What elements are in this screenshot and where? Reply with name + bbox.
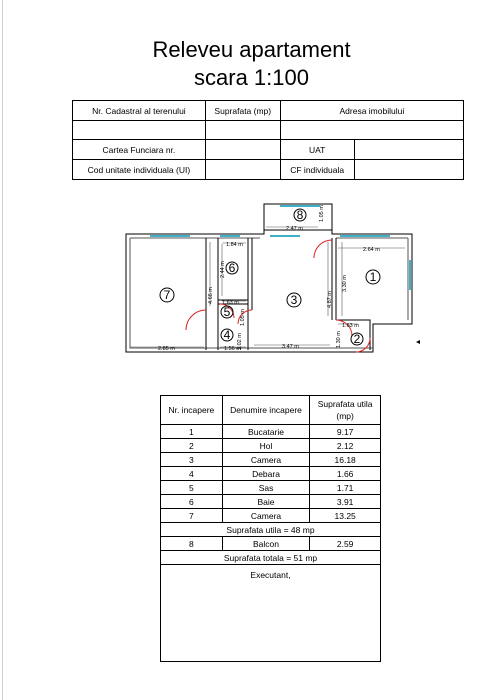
label-cf: Cartea Funciara nr.: [73, 140, 206, 160]
cell-area: 1.66: [310, 467, 381, 481]
table-row: [161, 537, 381, 551]
table-row: [161, 453, 381, 467]
label-address: Adresa imobilului: [280, 101, 463, 121]
room-number-6: 6: [228, 261, 236, 275]
cell-area: 2.12: [310, 439, 381, 453]
dim-label: 3.47 m: [282, 344, 299, 350]
room-number-7: 7: [163, 288, 171, 302]
wall: [248, 238, 252, 350]
cadastral-table: [72, 100, 464, 180]
room-number-3: 3: [290, 293, 298, 307]
cell-nr: 5: [161, 481, 223, 495]
cell-area: 2.59: [310, 537, 381, 551]
label-area: Suprafata (mp): [205, 101, 280, 121]
cell-nr: 7: [161, 509, 223, 523]
dim-label: 4.87 m: [327, 291, 333, 308]
entrance-arrow-icon: [416, 336, 420, 348]
cell-area: 3.91: [310, 495, 381, 509]
cell-empty: [280, 121, 463, 140]
cell-empty: [354, 140, 463, 160]
dim-label: 1.63 m: [222, 300, 239, 306]
table-row: [161, 481, 381, 495]
cell-nr: 2: [161, 439, 223, 453]
dim-label: 1.05 m: [240, 309, 246, 326]
label-uat: UAT: [280, 140, 354, 160]
cell-name: Sas: [222, 481, 310, 495]
cell-name: Camera: [222, 509, 310, 523]
cell-name: Hol: [222, 439, 310, 453]
cell-nr: 8: [161, 537, 223, 551]
cell-name: Bucatarie: [222, 425, 310, 439]
subtotal-row: [161, 523, 381, 537]
dim-label: 2.85 m: [158, 346, 175, 352]
dim-label: 2.44 m: [220, 261, 226, 278]
cell-area: 13.25: [310, 509, 381, 523]
cell-area: 1.71: [310, 481, 381, 495]
table-row: [161, 439, 381, 453]
dim-label: 1.56 m: [224, 346, 241, 352]
door-swing: [314, 240, 332, 258]
room-number-5: 5: [223, 305, 231, 319]
executant-row: [161, 565, 381, 662]
cell-nr: 3: [161, 453, 223, 467]
dim-label: 1.63 m: [342, 323, 359, 329]
subtotal-cell: Suprafata utila = 48 mp: [161, 523, 381, 537]
header-area: Suprafata utila (mp): [310, 396, 381, 425]
cell-empty: [205, 121, 280, 140]
cell-empty: [205, 160, 280, 180]
page-subtitle: scara 1:100: [194, 65, 309, 90]
cell-nr: 4: [161, 467, 223, 481]
dim-label: 2.64 m: [363, 247, 380, 253]
header-nr: Nr. incapere: [161, 396, 223, 425]
door-swing: [186, 310, 206, 330]
page-title: Releveu apartament: [152, 37, 351, 62]
cell-empty: [73, 121, 206, 140]
label-cf-individual: CF individuala: [280, 160, 354, 180]
table-row: [161, 425, 381, 439]
page-edge-line: [2, 0, 3, 700]
table-row: [161, 509, 381, 523]
dim-label: 1.02 m: [237, 333, 243, 350]
total-row: [161, 551, 381, 565]
cell-nr: 1: [161, 425, 223, 439]
room-number-1: 1: [369, 270, 377, 284]
inner-outline: [130, 238, 408, 348]
room-number-2: 2: [353, 332, 361, 346]
cell-name: Camera: [222, 453, 310, 467]
cell-empty: [205, 140, 280, 160]
cell-empty: [354, 160, 463, 180]
executant-cell: Executant,: [161, 565, 381, 662]
cell-nr: 6: [161, 495, 223, 509]
dim-label: 1.30 m: [336, 331, 342, 348]
cell-area: 9.17: [310, 425, 381, 439]
cell-name: Baie: [222, 495, 310, 509]
total-cell: Suprafata totala = 51 mp: [161, 551, 381, 565]
table-row: [161, 495, 381, 509]
rooms-table: [160, 395, 381, 662]
cell-name: Debara: [222, 467, 310, 481]
dim-label: 1.05 m: [319, 205, 325, 222]
cell-name: Balcon: [222, 537, 310, 551]
dim-label: 4.66 m: [208, 287, 214, 304]
dim-label: 1.84 m: [226, 242, 243, 248]
dim-label: 2.47 m: [286, 226, 303, 232]
header-name: Denumire incapere: [222, 396, 310, 425]
table-row: [161, 467, 381, 481]
floor-plan: [120, 200, 420, 360]
cell-area: 16.18: [310, 453, 381, 467]
label-ui: Cod unitate individuala (UI): [73, 160, 206, 180]
room-number-4: 4: [223, 328, 231, 342]
dim-label: 3.30 m: [342, 275, 348, 292]
label-cadastral-nr: Nr. Cadastral al terenului: [73, 101, 206, 121]
room-number-8: 8: [296, 208, 304, 222]
